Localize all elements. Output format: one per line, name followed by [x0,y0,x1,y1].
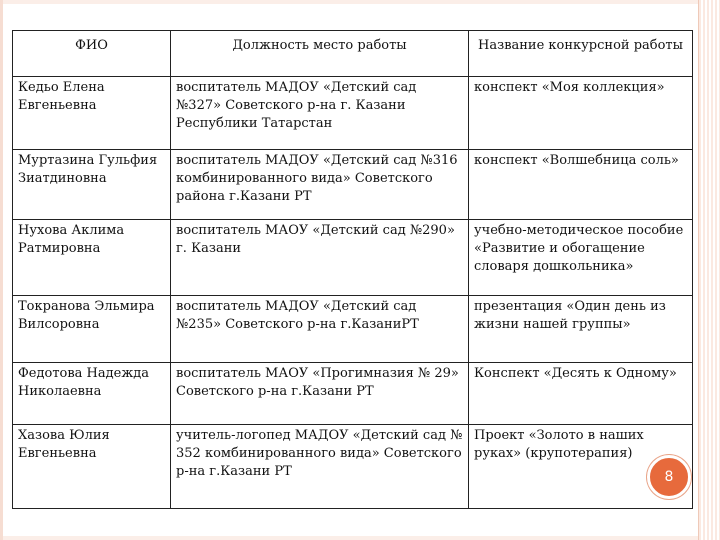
cell-work: конспект «Моя коллекция» [469,77,693,150]
slide-frame-right-stripes [698,0,720,540]
table-row [13,77,693,150]
cell-name: Кедьо Елена Евгеньевна [13,77,171,150]
cell-position: воспитатель МАОУ «Детский сад №290» г. Казани [171,220,469,296]
cell-work: конспект «Волшебница соль» [469,150,693,220]
cell-position: воспитатель МАОУ «Прогимназия № 29» Советского р-на г.Казани РТ [171,363,469,425]
page-number-badge: 8 [647,455,691,499]
cell-position: учитель-логопед МАДОУ «Детский сад № 352 комбинированного вида» Советского р-на г.Казани РТ [171,425,469,509]
cell-work: Проект «Золото в наших руках» (крупотерапия) [469,425,693,509]
header-position: Должность место работы [171,31,469,77]
header-name: ФИО [13,31,171,77]
table-row [13,425,693,509]
cell-name: Нухова Аклима Ратмировна [13,220,171,296]
cell-name: Токранова Эльмира Вилсоровна [13,296,171,363]
participants-table [12,30,693,509]
slide-frame-top [3,0,698,4]
cell-work: презентация «Один день из жизни нашей группы» [469,296,693,363]
cell-work: учебно-методическое пособие «Развитие и обогащение словаря дошкольника» [469,220,693,296]
table-row [13,296,693,363]
slide-frame-left [0,0,3,540]
slide-frame-bottom [3,536,698,540]
table-row [13,363,693,425]
cell-name: Муртазина Гульфия Зиатдиновна [13,150,171,220]
cell-name: Хазова Юлия Евгеньевна [13,425,171,509]
cell-name: Федотова Надежда Николаевна [13,363,171,425]
cell-work: Конспект «Десять к Одному» [469,363,693,425]
cell-position: воспитатель МАДОУ «Детский сад №316 комбинированного вида» Советского района г.Казани РТ [171,150,469,220]
cell-position: воспитатель МАДОУ «Детский сад №235» Советского р-на г.КазаниРТ [171,296,469,363]
table-header-row [13,31,693,77]
cell-position: воспитатель МАДОУ «Детский сад №327» Советского р-на г. Казани Республики Татарстан [171,77,469,150]
header-work: Название конкурсной работы [469,31,693,77]
table-row [13,150,693,220]
table-row [13,220,693,296]
